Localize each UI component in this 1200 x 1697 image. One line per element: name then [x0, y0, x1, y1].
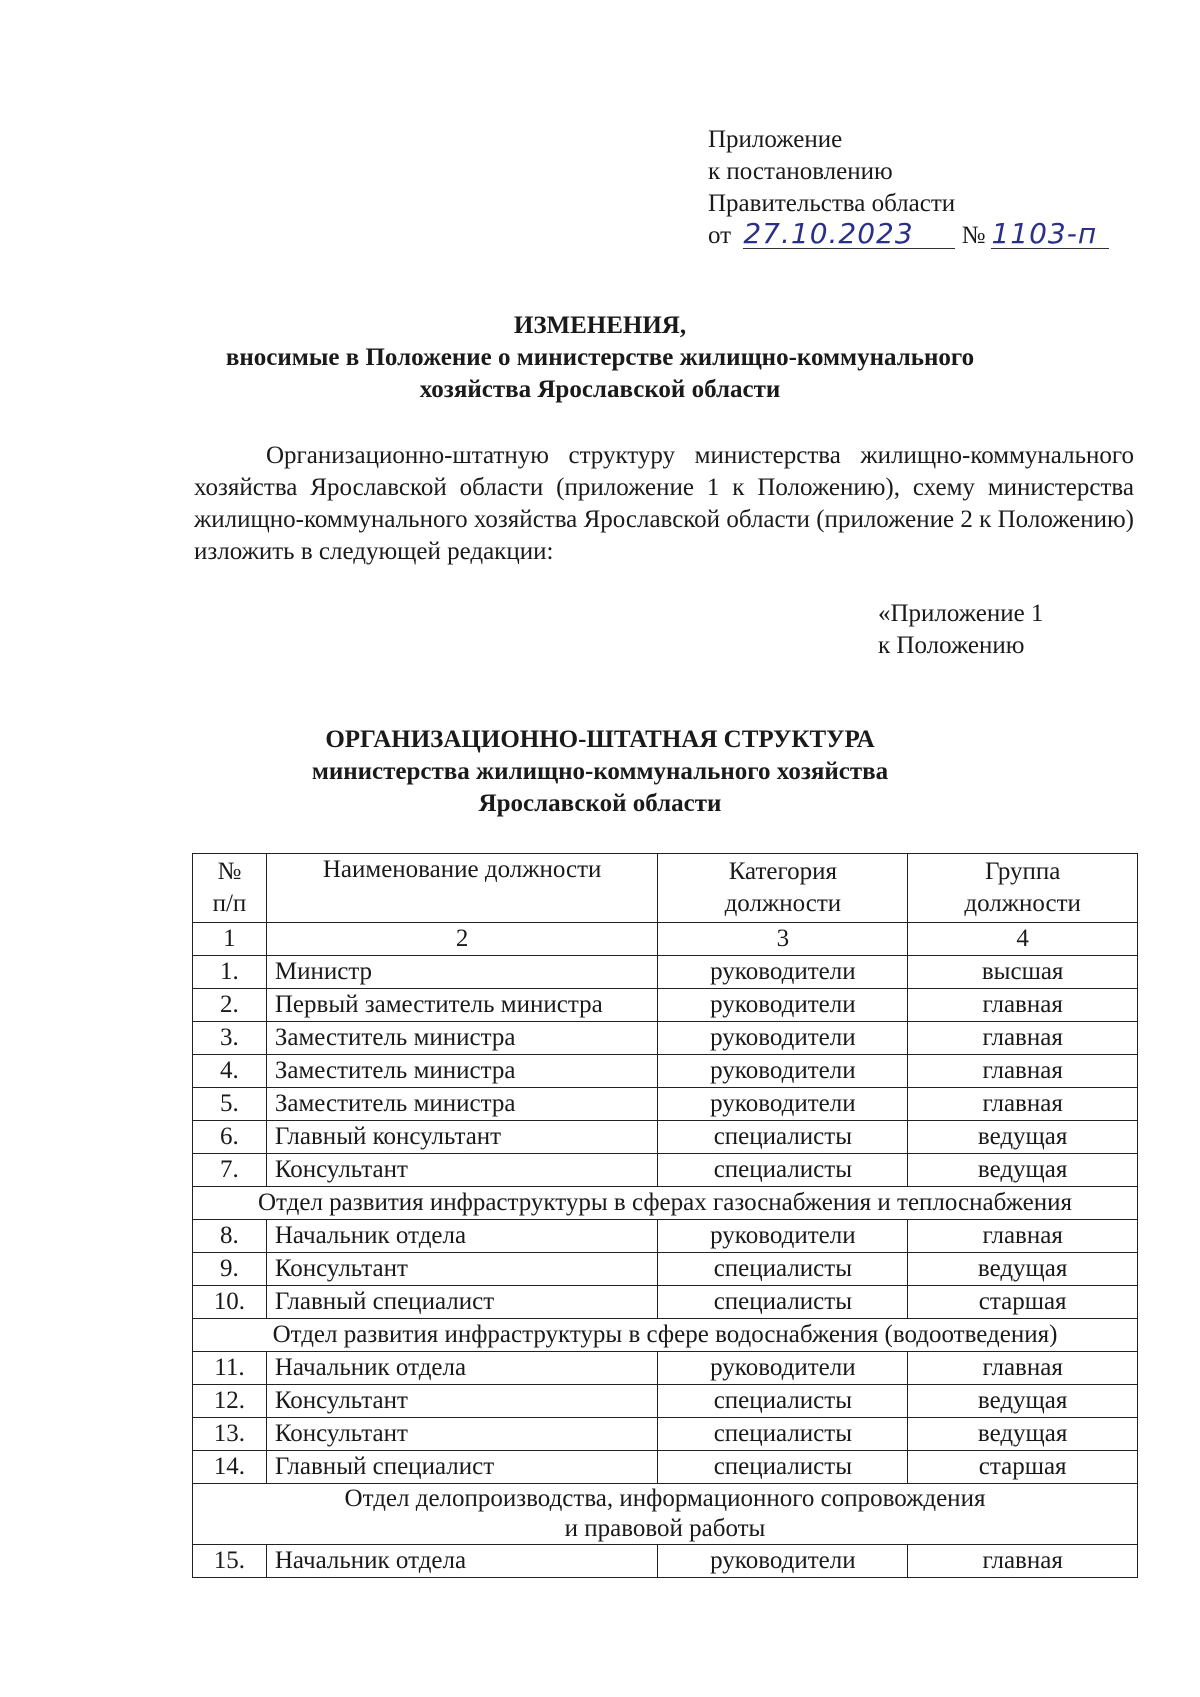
position-group: главная — [908, 1545, 1138, 1578]
row-number: 13. — [193, 1418, 267, 1451]
position-group: главная — [908, 1055, 1138, 1088]
position-name: Главный специалист — [266, 1451, 658, 1484]
structure-title-main: ОРГАНИЗАЦИОННО-ШТАТНАЯ СТРУКТУРА — [325, 726, 875, 753]
position-category: руководители — [658, 1088, 908, 1121]
position-group: главная — [908, 989, 1138, 1022]
position-name: Консультант — [266, 1385, 658, 1418]
position-name: Консультант — [266, 1154, 658, 1187]
position-name: Начальник отдела — [266, 1545, 658, 1578]
position-category: руководители — [658, 1545, 908, 1578]
section-title-line-1: Отдел делопроизводства, информационного сопровождения — [344, 1485, 986, 1512]
header-no-line-2: п/п — [212, 890, 247, 917]
section-row — [193, 1187, 1138, 1220]
table-row — [193, 1286, 1138, 1319]
row-number: 9. — [193, 1253, 267, 1286]
appendix-line-1: Приложение — [708, 126, 843, 153]
position-category: руководители — [658, 1022, 908, 1055]
position-category: специалисты — [658, 1286, 908, 1319]
table-row — [193, 1545, 1138, 1578]
table-row — [193, 1418, 1138, 1451]
position-category: руководители — [658, 956, 908, 989]
position-name: Начальник отдела — [266, 1352, 658, 1385]
position-group: ведущая — [908, 1121, 1138, 1154]
position-group: главная — [908, 1352, 1138, 1385]
header-category-line-1: Категория — [728, 858, 838, 885]
header-position — [266, 854, 658, 923]
table-row — [193, 1055, 1138, 1088]
row-number: 2. — [193, 989, 267, 1022]
table-row — [193, 956, 1138, 989]
row-number: 11. — [193, 1352, 267, 1385]
header-category — [658, 854, 908, 923]
row-number: 1. — [193, 956, 267, 989]
row-number: 15. — [193, 1545, 267, 1578]
position-name: Заместитель министра — [266, 1022, 658, 1055]
header-group-line-1: Группа — [984, 858, 1061, 885]
section-title-line-2: и правовой работы — [564, 1515, 766, 1542]
date-prefix: от — [708, 222, 732, 249]
table-row — [193, 1154, 1138, 1187]
header-group-line-2: должности — [964, 890, 1081, 917]
position-category: специалисты — [658, 1418, 908, 1451]
position-group: ведущая — [908, 1253, 1138, 1286]
position-name: Первый заместитель министра — [266, 989, 658, 1022]
table-row — [193, 1022, 1138, 1055]
position-name: Консультант — [266, 1418, 658, 1451]
sub-appendix-line-1: «Приложение 1 — [878, 600, 1044, 627]
section-title — [193, 1484, 1138, 1545]
header-position-label: Наименование должности — [322, 856, 602, 883]
staff-table — [192, 853, 1138, 1578]
position-category: специалисты — [658, 1154, 908, 1187]
position-group: главная — [908, 1220, 1138, 1253]
row-number: 6. — [193, 1121, 267, 1154]
row-number: 8. — [193, 1220, 267, 1253]
table-row — [193, 1121, 1138, 1154]
appendix-line-2: к постановлению — [708, 158, 893, 185]
section-row — [193, 1484, 1138, 1545]
appendix-header — [708, 124, 1109, 252]
sub-appendix-header — [878, 598, 1043, 662]
header-no-line-1: № — [217, 858, 242, 885]
handwritten-number: 1103-п — [991, 220, 1109, 249]
row-number: 14. — [193, 1451, 267, 1484]
position-name: Заместитель министра — [266, 1088, 658, 1121]
header-category-line-2: должности — [724, 890, 842, 917]
changes-title-sub-2: хозяйства Ярославской области — [419, 376, 781, 403]
position-group: ведущая — [908, 1154, 1138, 1187]
position-group: старшая — [908, 1286, 1138, 1319]
position-name: Главный специалист — [266, 1286, 658, 1319]
column-number: 1 — [193, 923, 267, 956]
position-name: Главный консультант — [266, 1121, 658, 1154]
table-row — [193, 1088, 1138, 1121]
structure-title — [140, 724, 1060, 820]
row-number: 7. — [193, 1154, 267, 1187]
position-group: ведущая — [908, 1418, 1138, 1451]
table-header-row — [193, 854, 1138, 923]
appendix-line-3: Правительства области — [708, 190, 956, 217]
position-category: специалисты — [658, 1121, 908, 1154]
position-category: руководители — [658, 1220, 908, 1253]
changes-title-main: ИЗМЕНЕНИЯ, — [513, 312, 687, 339]
position-name: Начальник отдела — [266, 1220, 658, 1253]
appendix-date-line — [708, 217, 1109, 252]
position-group: главная — [908, 1088, 1138, 1121]
position-group: высшая — [908, 956, 1138, 989]
section-title: Отдел развития инфраструктуры в сферах газоснабжения и теплоснабжения — [193, 1187, 1138, 1220]
section-title: Отдел развития инфраструктуры в сфере водоснабжения (водоотведения) — [193, 1319, 1138, 1352]
header-group — [908, 854, 1138, 923]
position-name: Заместитель министра — [266, 1055, 658, 1088]
row-number: 5. — [193, 1088, 267, 1121]
intro-paragraph — [194, 440, 1134, 568]
row-number: 10. — [193, 1286, 267, 1319]
position-category: руководители — [658, 1055, 908, 1088]
table-row — [193, 1220, 1138, 1253]
structure-title-sub-2: Ярославской области — [478, 790, 722, 817]
row-number: 4. — [193, 1055, 267, 1088]
table-row — [193, 1451, 1138, 1484]
column-number: 4 — [908, 923, 1138, 956]
intro-text: Организационно-штатную структуру министерства жилищно-коммунального хозяйства Ярославской области (приложение 1 к Положению), схему министерства жилищно-коммунального хозяйства Ярославской области (приложение 2 к Положению) изложить в следующей редакции: — [194, 442, 1134, 565]
position-name: Министр — [266, 956, 658, 989]
position-category: руководители — [658, 1352, 908, 1385]
row-number: 12. — [193, 1385, 267, 1418]
section-row — [193, 1319, 1138, 1352]
changes-title — [140, 310, 1060, 406]
changes-title-sub-1: вносимые в Положение о министерстве жилищно-коммунального — [225, 344, 975, 371]
sub-appendix-line-2: к Положению — [878, 632, 1025, 659]
table-row — [193, 1352, 1138, 1385]
number-prefix: № — [961, 222, 986, 249]
position-category: специалисты — [658, 1253, 908, 1286]
position-group: ведущая — [908, 1385, 1138, 1418]
position-category: руководители — [658, 989, 908, 1022]
position-name: Консультант — [266, 1253, 658, 1286]
position-group: главная — [908, 1022, 1138, 1055]
header-no — [193, 854, 267, 923]
row-number: 3. — [193, 1022, 267, 1055]
column-number: 3 — [658, 923, 908, 956]
position-group: старшая — [908, 1451, 1138, 1484]
position-category: специалисты — [658, 1451, 908, 1484]
table-row — [193, 989, 1138, 1022]
structure-title-sub-1: министерства жилищно-коммунального хозяйства — [311, 758, 889, 785]
position-category: специалисты — [658, 1385, 908, 1418]
handwritten-date: 27.10.2023 — [743, 220, 955, 249]
column-number-row — [193, 923, 1138, 956]
table-row — [193, 1385, 1138, 1418]
table-row — [193, 1253, 1138, 1286]
column-number: 2 — [266, 923, 658, 956]
